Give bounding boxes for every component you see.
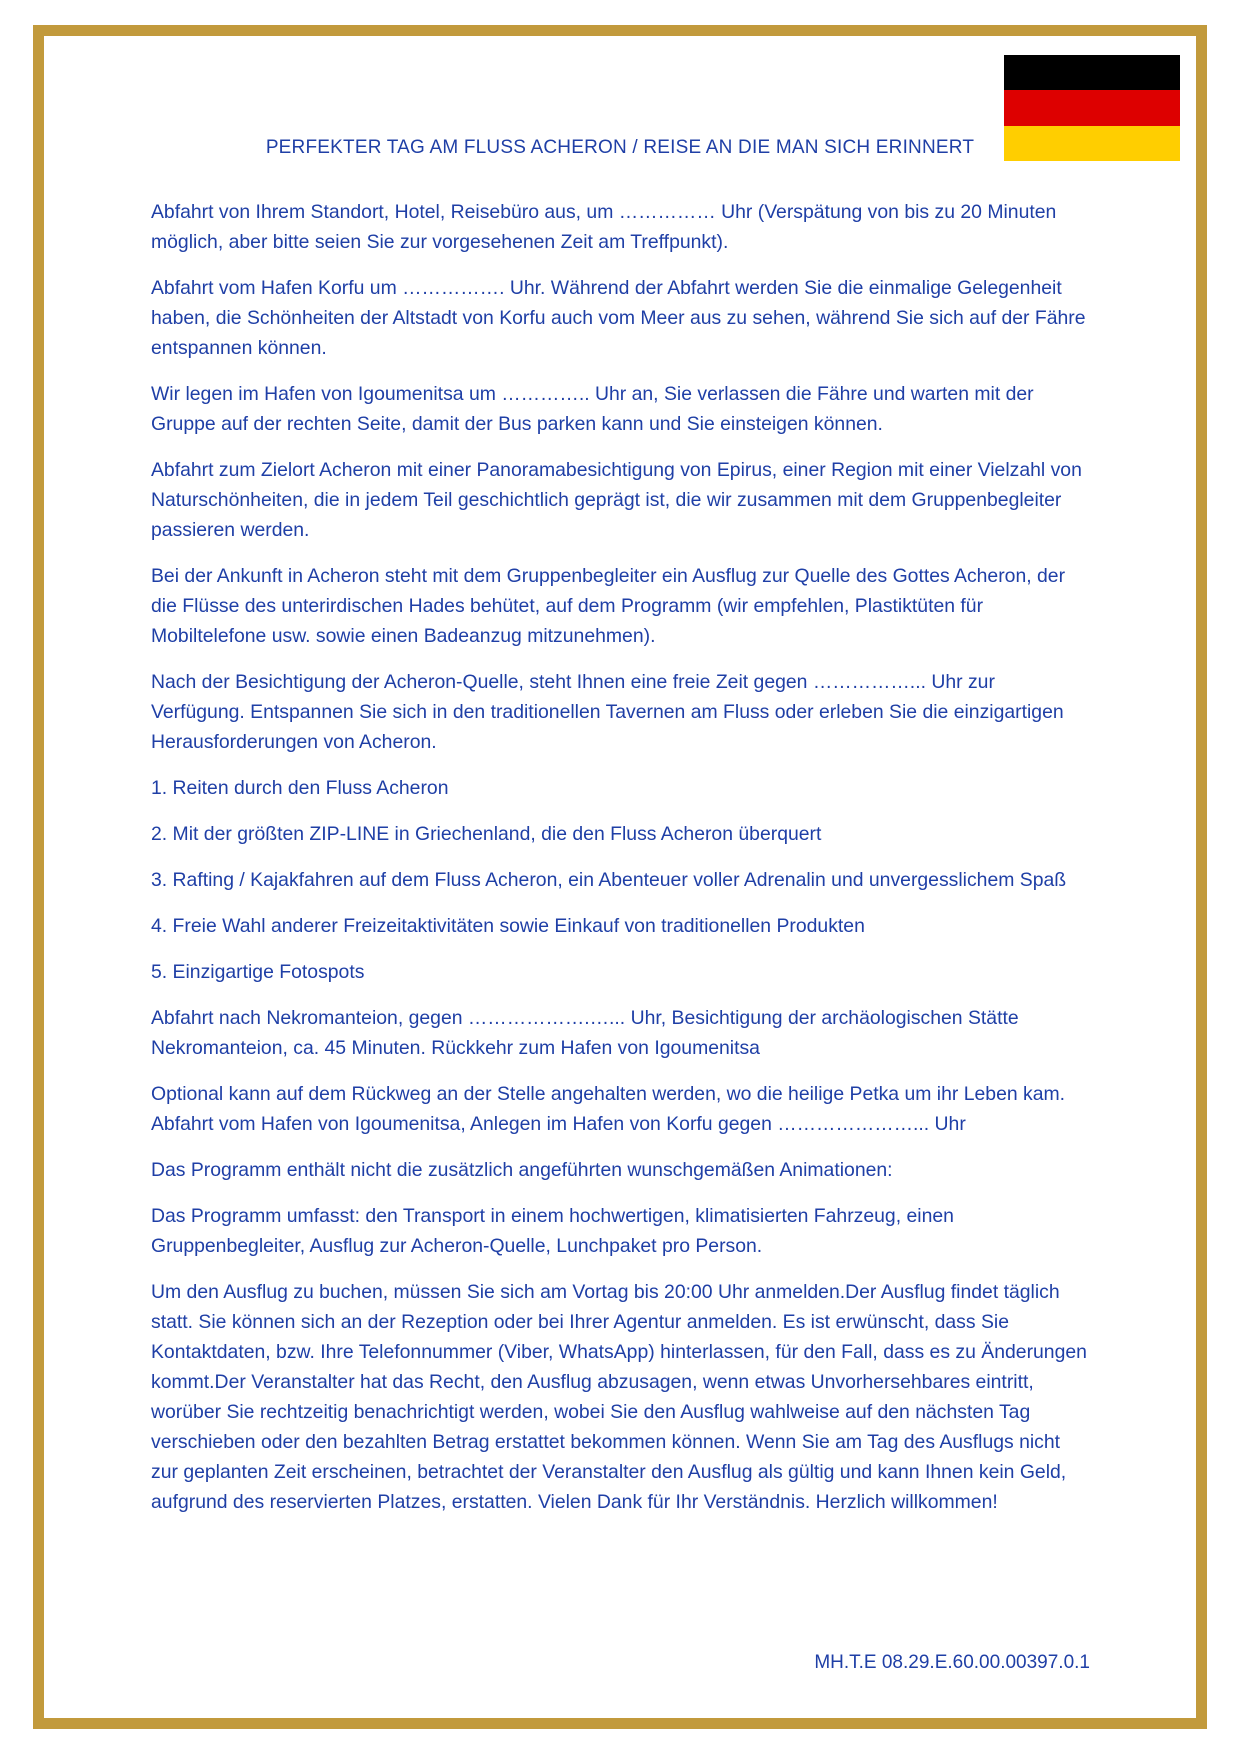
paragraph-departure-hotel: Abfahrt von Ihrem Standort, Hotel, Reisebüro aus, um …………… Uhr (Verspätung von bis zu 20 Minuten möglich, aber bitte seien Sie zur vorgesehenen Zeit am Treffpunkt). — [151, 201, 1057, 253]
paragraph-departure-corfu-port: Abfahrt vom Hafen Korfu um ……………. Uhr. Während der Abfahrt werden Sie die einmalige Gelegenheit haben, die Schönheiten der Altstadt von Korfu auch vom Meer aus zu sehen, während Sie sich auf der Fähre entspannen können. — [151, 277, 1086, 359]
list-item: 2. Mit der größten ZIP-LINE in Griechenland, die den Fluss Acheron überquert — [151, 823, 822, 845]
document-title: PERFEKTER TAG AM FLUSS ACHERON / REISE AN DIE MAN SICH ERINNERT — [265, 137, 975, 158]
paragraph-included: Das Programm umfasst: den Transport in einem hochwertigen, klimatisierten Fahrzeug, einen Gruppenbegleiter, Ausflug zur Acheron-Quelle, Lunchpaket pro Person. — [151, 1205, 954, 1257]
list-item: 1. Reiten durch den Fluss Acheron — [151, 777, 449, 799]
flag-stripe-black — [1004, 55, 1180, 90]
list-item: 3. Rafting / Kajakfahren auf dem Fluss Acheron, ein Abenteuer voller Adrenalin und unvergesslichem Spaß — [151, 869, 1067, 891]
list-item: 5. Einzigartige Fotospots — [151, 961, 365, 983]
paragraph-optional-stop: Optional kann auf dem Rückweg an der Stelle angehalten werden, wo die heilige Petka um ihr Leben kam. Abfahrt vom Hafen von Igoumenitsa, Anlegen im Hafen von Korfu gegen …………………... Uhr — [151, 1083, 1066, 1135]
paragraph-free-time: Nach der Besichtigung der Acheron-Quelle, steht Ihnen eine freie Zeit gegen ……………... Uhr zur Verfügung. Entspannen Sie sich in den traditionellen Tavernen am Fluss oder erleben Sie die einzigartigen Herausforderungen von Acheron. — [151, 671, 1064, 753]
paragraph-departure-acheron: Abfahrt zum Zielort Acheron mit einer Panoramabesichtigung von Epirus, einer Region mit einer Vielzahl von Naturschönheiten, die in jedem Teil geschichtlich geprägt ist, die wir zusammen mit dem Gruppenbegleiter passieren werden. — [151, 459, 1082, 541]
paragraph-arrival-igoumenitsa: Wir legen im Hafen von Igoumenitsa um ………….. Uhr an, Sie verlassen die Fähre und warten mit der Gruppe auf der rechten Seite, damit der Bus parken kann und Sie einsteigen können. — [151, 383, 1034, 435]
paragraph-not-included: Das Programm enthält nicht die zusätzlich angeführten wunschgemäßen Animationen: — [151, 1159, 893, 1181]
flag-stripe-red — [1004, 90, 1180, 125]
document-body — [151, 197, 1091, 1533]
license-number: MH.T.E 08.29.E.60.00.00397.0.1 — [814, 1652, 1090, 1673]
paragraph-booking-terms: Um den Ausflug zu buchen, müssen Sie sich am Vortag bis 20:00 Uhr anmelden.Der Ausflug findet täglich statt. Sie können sich an der Rezeption oder bei Ihrer Agentur anmelden. Es ist erwünscht, dass Sie Kontaktdaten, bzw. Ihre Telefonnummer (Viber, WhatsApp) hinterlassen, für den Fall, dass es zu Änderungen kommt.Der Veranstalter hat das Recht, den Ausflug abzusagen, wenn etwas Unvorhersehbares eintritt, worüber Sie rechtzeitig benachrichtigt werden, wobei Sie den Ausflug wahlweise auf den nächsten Tag verschieben oder den bezahlten Betrag erstattet bekommen können. Wenn Sie am Tag des Ausflugs nicht zur geplanten Zeit erscheinen, betrachtet der Veranstalter den Ausflug als gültig und kann Ihnen kein Geld, aufgrund des reservierten Platzes, erstatten. Vielen Dank für Ihr Verständnis. Herzlich willkommen! — [151, 1281, 1087, 1513]
paragraph-nekromanteion: Abfahrt nach Nekromanteion, gegen ……………….…... Uhr, Besichtigung der archäologischen Stätte Nekromanteion, ca. 45 Minuten. Rückkehr zum Hafen von Igoumenitsa — [151, 1007, 1019, 1059]
list-item: 4. Freie Wahl anderer Freizeitaktivitäten sowie Einkauf von traditionellen Produkten — [151, 915, 865, 937]
paragraph-arrival-acheron: Bei der Ankunft in Acheron steht mit dem Gruppenbegleiter ein Ausflug zur Quelle des Gottes Acheron, der die Flüsse des unterirdischen Hades behütet, auf dem Programm (wir empfehlen, Plastiktüten für Mobiltelefone usw. sowie einen Badeanzug mitzunehmen). — [151, 565, 1066, 647]
